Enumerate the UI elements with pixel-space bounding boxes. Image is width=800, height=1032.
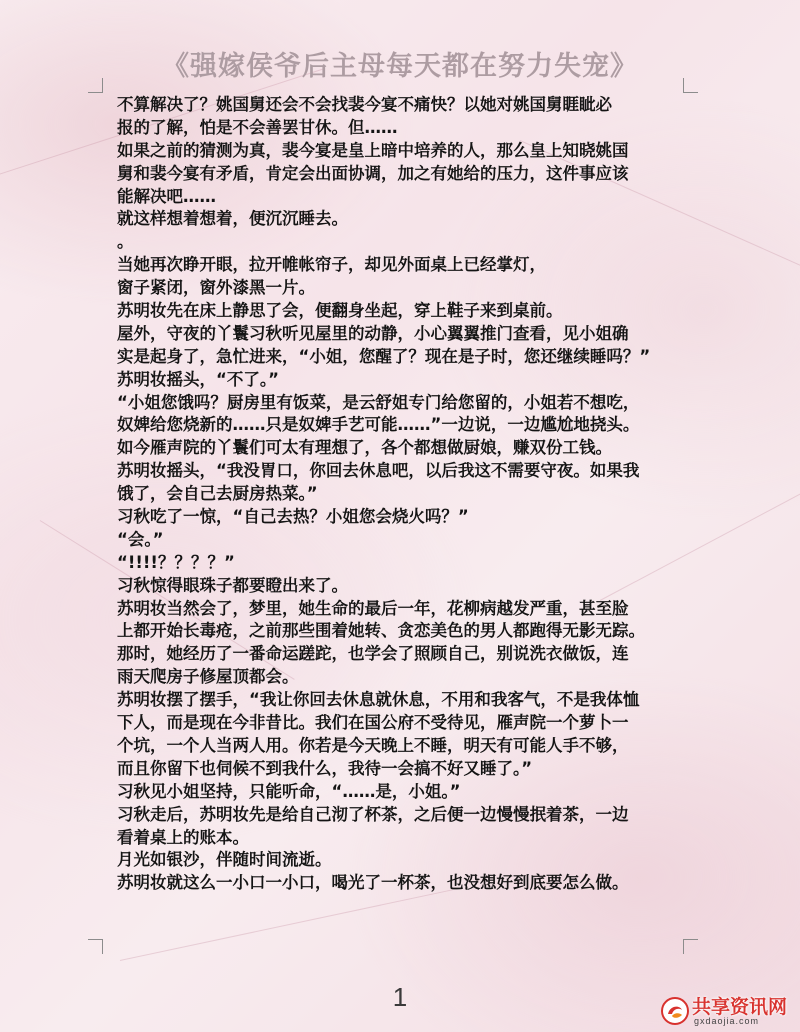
text-line: “会。” (117, 529, 164, 549)
text-line: 饿了，会自己去厨房热菜。” (117, 484, 318, 504)
text-line: 。 (117, 232, 134, 252)
text-line: 而且你留下也伺候不到我什么，我待一会搞不好又睡了。” (117, 758, 533, 778)
page-title: 《强嫁侯爷后主母每天都在努力失宠》 (162, 51, 638, 82)
document-body (117, 94, 687, 895)
crop-mark-bottom-left (88, 939, 103, 954)
text-line: 屋外，守夜的丫鬟习秋听见屋里的动静，小心翼翼推门查看，见小姐确 (117, 323, 629, 343)
text-line: 习秋见小姐坚持，只能听命，“……是，小姐。” (117, 781, 461, 801)
text-line: 如今雁声院的丫鬟们可太有理想了，各个都想做厨娘，赚双份工钱。 (117, 438, 612, 458)
text-line: “小姐您饿吗？厨房里有饭菜，是云舒姐专门给您留的，小姐若不想吃， (117, 392, 640, 412)
text-line: 个坑，一个人当两人用。你若是今天晚上不睡，明天有可能人手不够， (117, 735, 629, 755)
text-line: “!!!!？？？？” (117, 552, 235, 572)
text-line: 习秋吃了一惊，“自己去热？小姐您会烧火吗？” (117, 507, 469, 527)
page-number: 1 (392, 982, 408, 1012)
text-line: 习秋走后，苏明妆先是给自己沏了杯茶，之后便一边慢慢抿着茶，一边 (117, 804, 629, 824)
text-line: 下人，而是现在今非昔比。我们在国公府不受待见，雁声院一个萝卜一 (117, 713, 629, 733)
text-line: 看着桌上的账本。 (117, 827, 249, 847)
text-line: 当她再次睁开眼，拉开帷帐帘子，却见外面桌上已经掌灯， (117, 255, 546, 275)
text-line: 习秋惊得眼珠子都要瞪出来了。 (117, 575, 348, 595)
text-line: 苏明妆先在床上静思了会，便翻身坐起，穿上鞋子来到桌前。 (117, 301, 563, 321)
text-line: 苏明妆摇头，“我没胃口，你回去休息吧，以后我这不需要守夜。如果我 (117, 461, 640, 481)
text-line: 如果之前的猜测为真，裴今宴是皇上暗中培养的人，那么皇上知晓姚国 (117, 140, 629, 160)
text-line: 窗子紧闭，窗外漆黑一片。 (117, 278, 315, 298)
text-line: 苏明妆摆了摆手，“我让你回去休息就休息，不用和我客气，不是我体恤 (117, 690, 640, 710)
text-line: 奴婢给您烧新的……只是奴婢手艺可能……”一边说，一边尴尬地挠头。 (117, 415, 640, 435)
text-line: 雨天爬房子修屋顶都会。 (117, 667, 299, 687)
text-line: 那时，她经历了一番命运蹉跎，也学会了照顾自己，别说洗衣做饭，连 (117, 644, 629, 664)
site-logo-icon (660, 996, 690, 1026)
crop-mark-bottom-right (683, 939, 698, 954)
site-watermark (660, 990, 800, 1032)
watermark-site-name: 共享资讯网 (692, 996, 788, 1018)
text-line: 不算解决了？姚国舅还会不会找裴今宴不痛快？以她对姚国舅睚眦必 (117, 95, 612, 114)
text-line: 苏明妆摇头，“不了。” (117, 369, 279, 389)
crop-mark-top-right (683, 78, 698, 93)
text-line: 就这样想着想着，便沉沉睡去。 (117, 209, 348, 229)
text-line: 上都开始长毒疮，之前那些围着她转、贪恋美色的男人都跑得无影无踪。 (117, 621, 645, 641)
text-line: 能解决吧…… (117, 186, 216, 206)
text-line: 月光如银沙，伴随时间流逝。 (117, 850, 332, 870)
marble-vein (120, 889, 453, 961)
text-line: 实是起身了，急忙进来，“小姐，您醒了？现在是子时，您还继续睡吗？” (117, 346, 651, 366)
crop-mark-top-left (88, 78, 103, 93)
text-line: 舅和裴今宴有矛盾，肯定会出面协调，加之有她给的压力，这件事应该 (117, 163, 629, 183)
text-line: 苏明妆当然会了，梦里，她生命的最后一年，花柳病越发严重，甚至脸 (117, 598, 629, 618)
watermark-site-url: gxdaojia.com (694, 1016, 760, 1026)
text-line: 苏明妆就这么一小口一小口，喝光了一杯茶，也没想好到底要怎么做。 (117, 873, 629, 893)
text-line: 报的了解，怕是不会善罢甘休。但…… (117, 117, 398, 137)
